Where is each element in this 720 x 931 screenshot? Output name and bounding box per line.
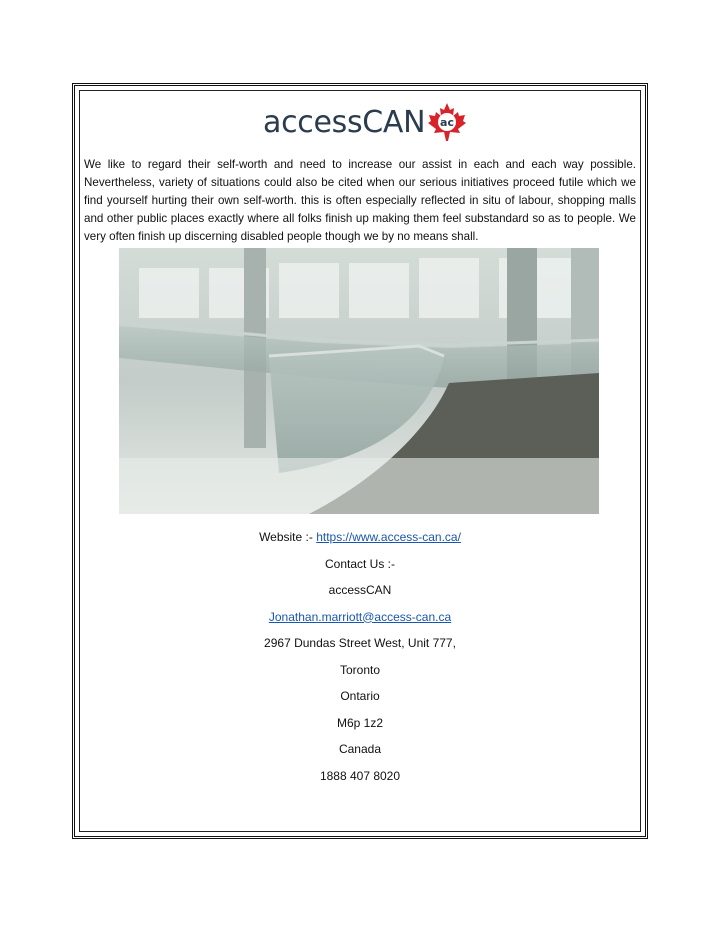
accesscan-logo — [263, 98, 467, 146]
intro-paragraph: We like to regard their self-worth and need to increase our assist in each and each way possible. Nevertheless, variety of situations could also be cited when our serious initiatives proceed futile which we find yourself hurting their own self-worth. this is often especially reflected in situ of labour, shopping malls and other public places exactly where all folks finish up making them feel substandard so as to people. We very often finish up discerning disabled people though we by no means shall. — [84, 158, 636, 243]
address-line: 2967 Dundas Street West, Unit 777, — [264, 636, 456, 650]
logo-wordmark: accessCAN — [263, 104, 426, 140]
email-line — [75, 608, 645, 635]
company-name: accessCAN — [328, 583, 392, 597]
email-link[interactable]: Jonathan.marriott@access-can.ca — [268, 609, 452, 624]
contact-us-label: Contact Us :- — [324, 556, 396, 571]
maple-leaf-icon — [427, 102, 467, 142]
website-label: Website :- — [259, 530, 317, 544]
postal-code-line: M6p 1z2 — [336, 715, 384, 730]
website-line — [75, 528, 645, 555]
province-line: Ontario — [340, 689, 380, 703]
logo-badge-text: ac — [440, 116, 455, 129]
wheelchair-ramp-photo — [119, 248, 599, 514]
country-line: Canada — [338, 742, 382, 756]
phone-line: 1888 407 8020 — [319, 768, 401, 783]
page-border — [72, 83, 648, 839]
website-link[interactable]: https://www.access-can.ca/ — [316, 530, 461, 544]
contact-block — [75, 528, 645, 793]
city-line: Toronto — [339, 662, 381, 677]
